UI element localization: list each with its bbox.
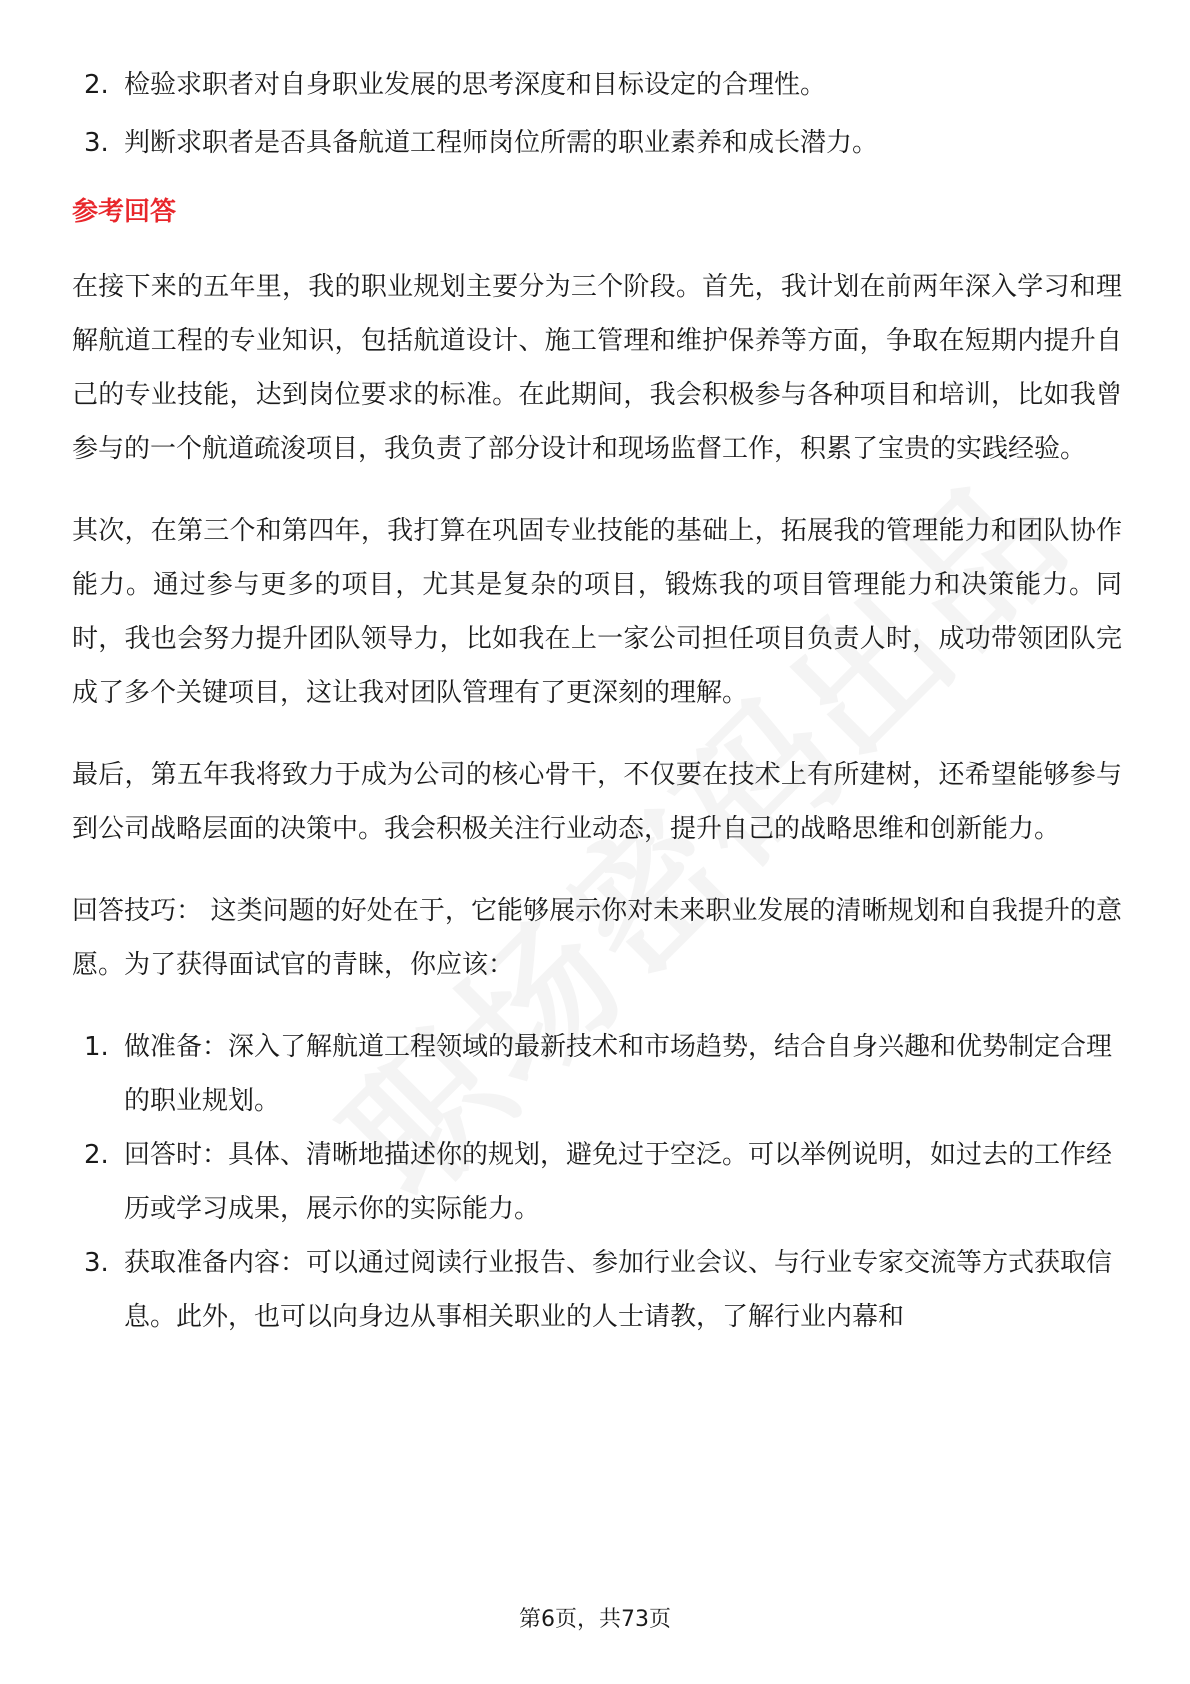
list-number: 2.	[84, 1140, 109, 1170]
list-item	[72, 1020, 1122, 1128]
list-item	[72, 56, 1122, 114]
paragraph: 回答技巧： 这类问题的好处在于，它能够展示你对未来职业发展的清晰规划和自我提升的意愿。为了获得面试官的青睐，你应该：	[72, 896, 1122, 980]
list-number: 1.	[84, 1032, 109, 1062]
page-content	[72, 56, 1122, 1344]
list-item	[72, 1128, 1122, 1236]
paragraph: 其次，在第三个和第四年，我打算在巩固专业技能的基础上，拓展我的管理能力和团队协作能力。通过参与更多的项目，尤其是复杂的项目，锻炼我的项目管理能力和决策能力。同时，我也会努力提升团队领导力，比如我在上一家公司担任项目负责人时，成功带领团队完成了多个关键项目，这让我对团队管理有了更深刻的理解。	[72, 516, 1122, 708]
list-text: 判断求职者是否具备航道工程师岗位所需的职业素养和成长潜力。	[124, 128, 879, 158]
list-text: 做准备：深入了解航道工程领域的最新技术和市场趋势，结合自身兴趣和优势制定合理的职业规划。	[124, 1032, 1113, 1116]
top-list	[72, 56, 1122, 172]
paragraph: 在接下来的五年里，我的职业规划主要分为三个阶段。首先，我计划在前两年深入学习和理解航道工程的专业知识，包括航道设计、施工管理和维护保养等方面，争取在短期内提升自己的专业技能，达到岗位要求的标准。在此期间，我会积极参与各种项目和培训，比如我曾参与的一个航道疏浚项目，我负责了部分设计和现场监督工作，积累了宝贵的实践经验。	[72, 272, 1122, 464]
list-number: 2.	[84, 70, 109, 100]
list-number: 3.	[84, 128, 109, 158]
section-heading: 参考回答	[72, 197, 177, 227]
list-text: 检验求职者对自身职业发展的思考深度和目标设定的合理性。	[124, 70, 827, 100]
list-item	[72, 1236, 1122, 1344]
list-text: 回答时：具体、清晰地描述你的规划，避免过于空泛。可以举例说明，如过去的工作经历或学习成果，展示你的实际能力。	[124, 1140, 1113, 1224]
list-number: 3.	[84, 1248, 109, 1278]
page-number-footer: 第6页，共73页	[519, 1607, 671, 1632]
list-item	[72, 114, 1122, 172]
list-text: 获取准备内容：可以通过阅读行业报告、参加行业会议、与行业专家交流等方式获取信息。此外，也可以向身边从事相关职业的人士请教，了解行业内幕和	[124, 1248, 1113, 1332]
tips-list	[72, 1020, 1122, 1344]
paragraph: 最后，第五年我将致力于成为公司的核心骨干，不仅要在技术上有所建树，还希望能够参与到公司战略层面的决策中。我会积极关注行业动态，提升自己的战略思维和创新能力。	[72, 760, 1122, 844]
